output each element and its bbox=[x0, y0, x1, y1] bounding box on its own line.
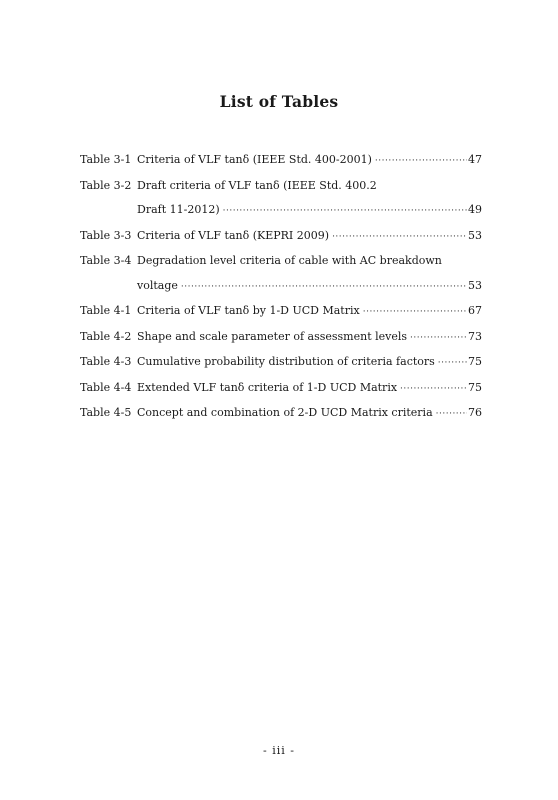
leader-dots bbox=[363, 300, 467, 325]
page-number: 53 bbox=[468, 278, 482, 292]
leader-dots bbox=[223, 199, 467, 224]
table-caption: Criteria of VLF tanδ (KEPRI 2009) bbox=[137, 228, 330, 242]
page-number: 49 bbox=[468, 203, 482, 216]
leader-dots bbox=[410, 326, 467, 351]
table-caption: Degradation level criteria of cable with AC breakdown bbox=[137, 254, 442, 267]
page-number: 75 bbox=[468, 355, 482, 368]
leader-dots bbox=[332, 225, 467, 250]
table-caption: Criteria of VLF tanδ by 1-D UCD Matrix bbox=[137, 304, 360, 317]
page-title: List of Tables bbox=[219, 92, 339, 111]
list-item-table-4-5[interactable] bbox=[80, 401, 482, 427]
table-number: Table 4-4 bbox=[80, 380, 132, 394]
leader-dots bbox=[375, 149, 467, 174]
table-number: Table 4-2 bbox=[80, 329, 132, 343]
table-caption: Cumulative probability distribution of criteria factors bbox=[137, 355, 435, 368]
list-item-table-3-1[interactable] bbox=[80, 148, 482, 174]
leader-dots bbox=[400, 377, 467, 402]
page-number: 73 bbox=[468, 329, 482, 343]
table-number: Table 4-1 bbox=[80, 304, 132, 317]
table-caption: Draft criteria of VLF tanδ (IEEE Std. 400.2 bbox=[137, 178, 377, 192]
leader-dots bbox=[438, 351, 467, 376]
table-number: Table 3-4 bbox=[80, 254, 132, 267]
table-caption-continued: voltage bbox=[137, 278, 178, 292]
table-number: Table 4-3 bbox=[80, 355, 132, 368]
leader-dots bbox=[181, 275, 467, 300]
page-number: 67 bbox=[468, 304, 482, 317]
table-number: Table 3-3 bbox=[80, 228, 132, 242]
list-item-table-4-4[interactable] bbox=[80, 376, 482, 402]
list-item-table-4-1[interactable] bbox=[80, 299, 482, 325]
page-number: 75 bbox=[468, 380, 482, 394]
table-number: Table 3-1 bbox=[80, 153, 132, 166]
page-footer-number: - iii - bbox=[263, 744, 295, 757]
page-number: 47 bbox=[468, 153, 482, 166]
list-item-table-3-3[interactable] bbox=[80, 224, 482, 250]
table-caption: Concept and combination of 2-D UCD Matrix criteria bbox=[137, 406, 433, 419]
list-item-table-4-3[interactable] bbox=[80, 350, 482, 376]
table-caption: Shape and scale parameter of assessment levels bbox=[137, 329, 408, 343]
table-caption: Criteria of VLF tanδ (IEEE Std. 400-2001) bbox=[137, 153, 372, 166]
table-list bbox=[80, 148, 482, 427]
table-number: Table 4-5 bbox=[80, 406, 132, 419]
page-number: 53 bbox=[468, 228, 482, 242]
list-item-table-3-2[interactable] bbox=[80, 174, 482, 199]
list-item-table-3-4-continued[interactable] bbox=[80, 274, 482, 300]
list-item-table-3-4[interactable] bbox=[80, 249, 482, 274]
page-number: 76 bbox=[468, 406, 482, 419]
list-item-table-3-2-continued[interactable] bbox=[80, 198, 482, 224]
table-caption-continued: Draft 11-2012) bbox=[137, 203, 220, 216]
leader-dots bbox=[436, 402, 467, 427]
list-item-table-4-2[interactable] bbox=[80, 325, 482, 351]
table-number: Table 3-2 bbox=[80, 178, 132, 192]
table-caption: Extended VLF tanδ criteria of 1-D UCD Matrix bbox=[137, 380, 398, 394]
